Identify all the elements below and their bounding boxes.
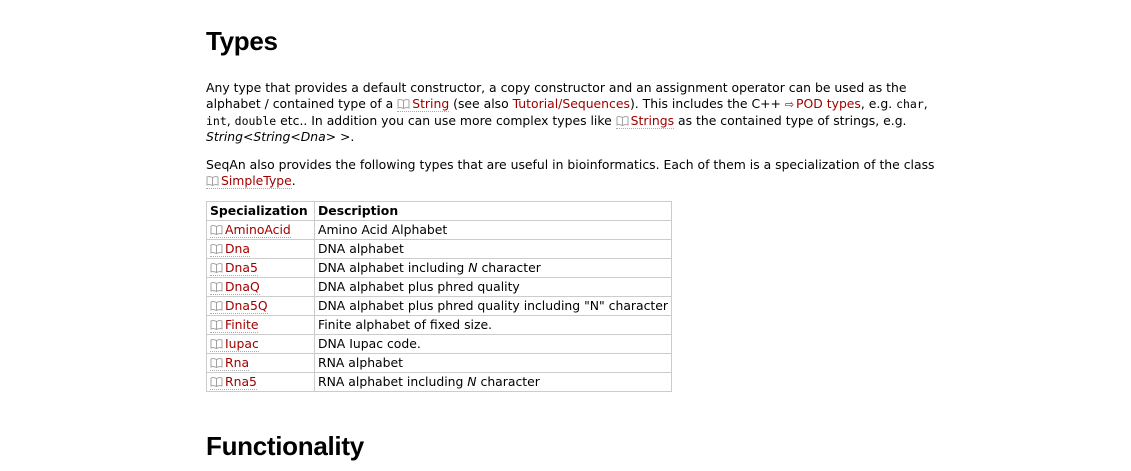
specialization-cell bbox=[207, 240, 315, 259]
description-text: Amino Acid Alphabet bbox=[318, 222, 448, 237]
book-icon bbox=[397, 99, 410, 109]
specialization-link[interactable] bbox=[210, 260, 258, 276]
book-icon bbox=[210, 339, 223, 349]
description-cell bbox=[315, 278, 672, 297]
text-run: (see also bbox=[449, 96, 513, 111]
code-char: char bbox=[896, 97, 924, 111]
header-specialization: Specialization bbox=[207, 202, 315, 221]
description-cell bbox=[315, 221, 672, 240]
text-run: SeqAn also provides the following types that are useful in bioinformatics. Each of them is a specialization of the class bbox=[206, 157, 935, 172]
header-description: Description bbox=[315, 202, 672, 221]
specialization-name: Dna bbox=[225, 241, 250, 256]
table-row bbox=[207, 259, 672, 278]
code-double: double bbox=[234, 114, 277, 128]
specialization-cell bbox=[207, 316, 315, 335]
specialization-cell bbox=[207, 354, 315, 373]
description-em: N bbox=[468, 260, 478, 275]
specializations-paragraph bbox=[206, 157, 941, 189]
link-string[interactable] bbox=[397, 96, 449, 112]
example-type: String<String<Dna> > bbox=[206, 129, 351, 144]
specialization-cell bbox=[207, 373, 315, 392]
link-label: POD types bbox=[796, 96, 861, 111]
specialization-cell bbox=[207, 221, 315, 240]
specialization-name: Rna5 bbox=[225, 374, 257, 389]
link-simpletype[interactable] bbox=[206, 173, 292, 189]
specialization-cell bbox=[207, 259, 315, 278]
description-cell bbox=[315, 373, 672, 392]
link-label: String bbox=[412, 96, 450, 111]
link-tutorial-sequences[interactable]: Tutorial/Sequences bbox=[512, 96, 630, 111]
description-cell bbox=[315, 297, 672, 316]
link-strings[interactable] bbox=[616, 113, 674, 129]
specialization-cell bbox=[207, 278, 315, 297]
code-int: int bbox=[206, 114, 227, 128]
description-text: character bbox=[477, 260, 541, 275]
book-icon bbox=[206, 176, 219, 186]
specialization-name: Dna5Q bbox=[225, 298, 268, 313]
text-run: Any type that provides a default constructor, a copy constructor and an assignment operator can be used as the alphabet / contained type of a bbox=[206, 80, 907, 111]
book-icon bbox=[210, 320, 223, 330]
text-run: . bbox=[291, 173, 296, 188]
description-cell bbox=[315, 335, 672, 354]
intro-paragraph bbox=[206, 80, 941, 145]
specialization-link[interactable] bbox=[210, 279, 260, 295]
table-row bbox=[207, 354, 672, 373]
table-row bbox=[207, 240, 672, 259]
book-icon bbox=[210, 358, 223, 368]
description-text: character bbox=[476, 374, 540, 389]
link-label: Strings bbox=[630, 113, 675, 128]
text-run: , bbox=[226, 113, 235, 128]
table-row bbox=[207, 278, 672, 297]
specialization-link[interactable] bbox=[210, 355, 249, 371]
section-heading-types: Types bbox=[206, 26, 278, 56]
book-icon bbox=[210, 377, 223, 387]
description-text: RNA alphabet including bbox=[318, 374, 468, 389]
specialization-link[interactable] bbox=[210, 298, 268, 314]
text-run: , e.g. bbox=[860, 96, 897, 111]
description-text: DNA alphabet bbox=[318, 241, 404, 256]
table-row bbox=[207, 221, 672, 240]
specialization-link[interactable] bbox=[210, 374, 257, 390]
specialization-name: Iupac bbox=[225, 336, 259, 351]
specialization-link[interactable] bbox=[210, 222, 291, 238]
description-cell bbox=[315, 354, 672, 373]
description-em: N bbox=[467, 374, 477, 389]
description-text: DNA Iupac code. bbox=[318, 336, 421, 351]
text-run: as the contained type of strings, e.g. bbox=[674, 113, 907, 128]
specialization-cell bbox=[207, 297, 315, 316]
book-icon bbox=[210, 301, 223, 311]
book-icon bbox=[616, 116, 629, 126]
description-text: DNA alphabet plus phred quality bbox=[318, 279, 520, 294]
specialization-link[interactable] bbox=[210, 336, 259, 352]
table-row bbox=[207, 297, 672, 316]
description-cell bbox=[315, 316, 672, 335]
description-text: DNA alphabet plus phred quality including "N" character bbox=[318, 298, 669, 313]
table-body bbox=[207, 221, 672, 392]
text-run: . bbox=[350, 129, 355, 144]
description-text: DNA alphabet including bbox=[318, 260, 469, 275]
specialization-name: DnaQ bbox=[225, 279, 260, 294]
book-icon bbox=[210, 225, 223, 235]
table-row bbox=[207, 373, 672, 392]
text-run: , bbox=[923, 96, 928, 111]
specialization-name: Finite bbox=[225, 317, 259, 332]
specialization-link[interactable] bbox=[210, 317, 258, 333]
specialization-name: AminoAcid bbox=[225, 222, 291, 237]
book-icon bbox=[210, 263, 223, 273]
section-heading-functionality: Functionality bbox=[206, 431, 364, 461]
link-label: SimpleType bbox=[221, 173, 292, 188]
description-cell bbox=[315, 240, 672, 259]
table-row bbox=[207, 316, 672, 335]
book-icon bbox=[210, 244, 223, 254]
text-run: etc.. In addition you can use more complex types like bbox=[276, 113, 616, 128]
description-text: Finite alphabet of fixed size. bbox=[318, 317, 493, 332]
arrow-right-icon: ⇨ bbox=[784, 98, 795, 111]
specialization-name: Dna5 bbox=[225, 260, 258, 275]
specialization-name: Rna bbox=[225, 355, 250, 370]
specialization-cell bbox=[207, 335, 315, 354]
table-header-row bbox=[207, 202, 672, 221]
description-text: RNA alphabet bbox=[318, 355, 403, 370]
description-cell bbox=[315, 259, 672, 278]
specializations-table bbox=[206, 201, 672, 392]
specialization-link[interactable] bbox=[210, 241, 250, 257]
table-row bbox=[207, 335, 672, 354]
text-run: ). This includes the C++ bbox=[629, 96, 785, 111]
link-pod-types[interactable] bbox=[785, 96, 861, 111]
book-icon bbox=[210, 282, 223, 292]
